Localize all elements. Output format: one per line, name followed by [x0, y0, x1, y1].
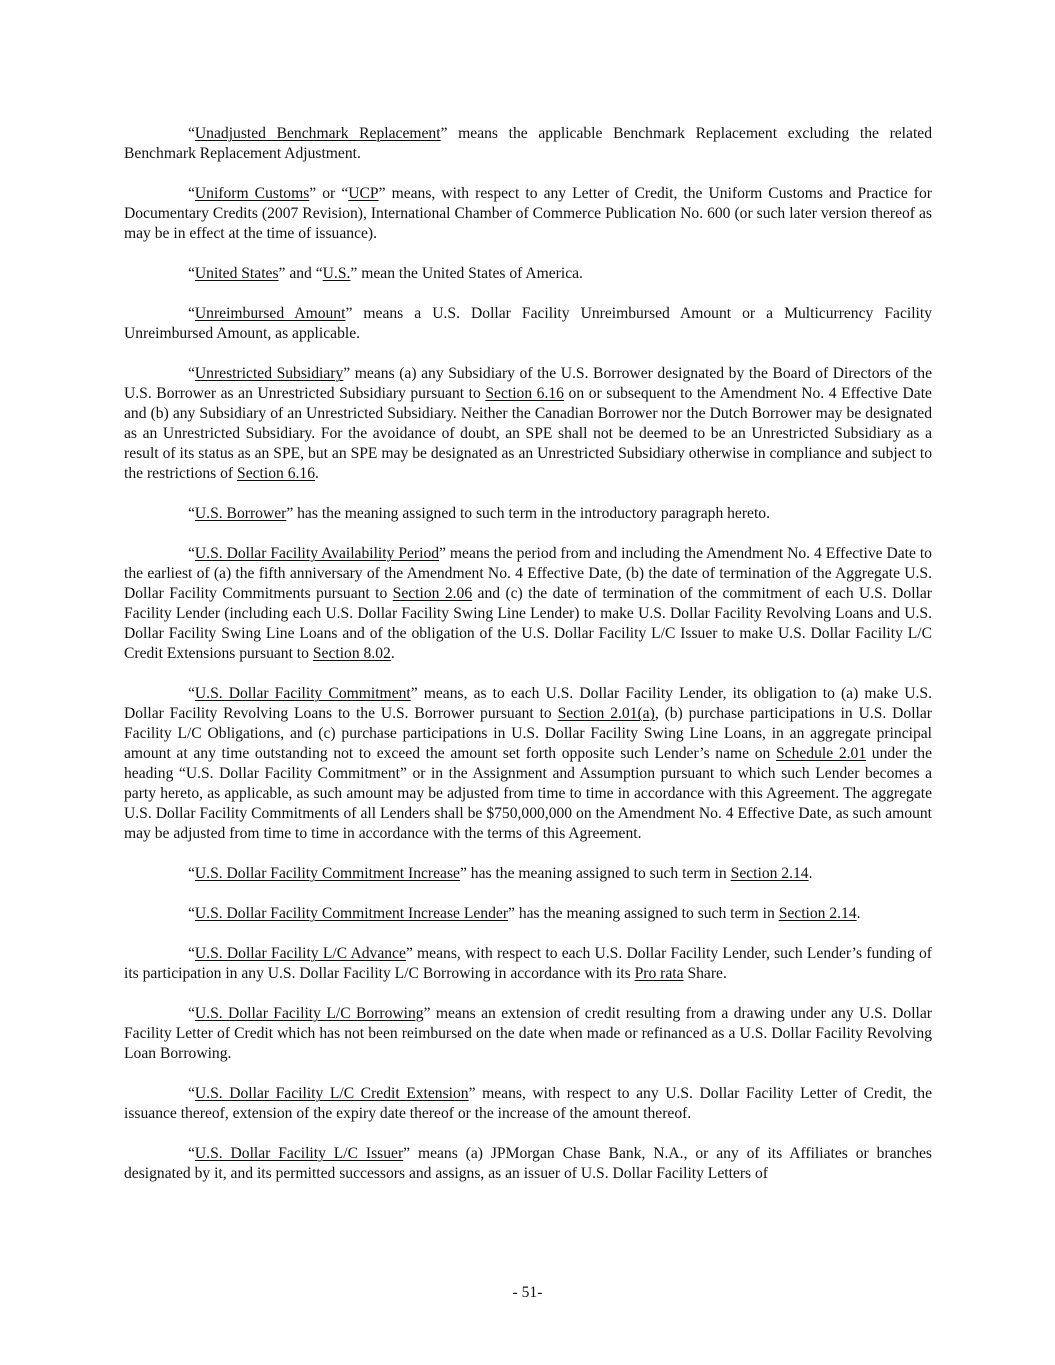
text-run: ” has the meaning assigned to such term in [459, 865, 731, 882]
text-run: . [808, 865, 813, 882]
text-run: ” means (a) any Subsidiary of the U.S. Borrower designated by the Board of Directors of the U.S. Borrower as an Unrestricted Subsidiary pursuant to [124, 365, 932, 402]
text-run: ” means an extension of credit resulting from a drawing under any U.S. Dollar Facility Letter of Credit which has not been reimbursed on the date when made or refinanced as a U.S. Dollar Facility Revolving Loan Borrowing. [124, 1005, 932, 1062]
text-run: “ [188, 545, 195, 562]
cross-reference: Section 2.14 [730, 865, 809, 882]
cross-reference: UCP [348, 185, 379, 202]
definition-paragraph [124, 184, 932, 244]
cross-reference: U.S. [322, 265, 351, 282]
text-run: ” has the meaning assigned to such term in the introductory paragraph hereto. [286, 505, 771, 522]
text-run: “ [188, 305, 195, 322]
cross-reference: Section 2.06 [392, 585, 473, 602]
cross-reference: Section 2.01(a) [557, 705, 655, 722]
text-run: ” mean the United States of America. [350, 265, 583, 282]
text-run: ” means, as to each U.S. Dollar Facility Lender, its obligation to (a) make U.S. Dollar Facility Revolving Loans to the U.S. Borrower pursuant to [124, 685, 932, 722]
definition-paragraph [124, 1004, 932, 1064]
text-run: ” has the meaning assigned to such term in [508, 905, 779, 922]
defined-term: Uniform Customs [194, 185, 310, 202]
text-run: “ [188, 905, 195, 922]
text-run: ” means (a) JPMorgan Chase Bank, N.A., or any of its Affiliates or branches designated by it, and its permitted successors and assigns, as an issuer of U.S. Dollar Facility Letters of [124, 1145, 932, 1182]
text-run: “ [188, 685, 195, 702]
definition-paragraph [124, 264, 932, 284]
defined-term: U.S. Dollar Facility L/C Borrowing [194, 1005, 424, 1022]
definition-paragraph [124, 504, 932, 524]
text-run: “ [188, 1145, 195, 1162]
text-run: “ [188, 265, 195, 282]
definition-paragraph [124, 1084, 932, 1124]
text-run: “ [188, 125, 195, 142]
text-run: “ [188, 865, 195, 882]
defined-term: U.S. Dollar Facility L/C Advance [194, 945, 406, 962]
definition-paragraph [124, 544, 932, 664]
definition-paragraph [124, 1144, 932, 1184]
text-run: ” means, with respect to any U.S. Dollar Facility Letter of Credit, the issuance thereof, extension of the expiry date thereof or the increase of the amount thereof. [124, 1085, 933, 1122]
defined-term: U.S. Dollar Facility Commitment Increase [194, 865, 460, 882]
text-run: ” means, with respect to each U.S. Dollar Facility Lender, such Lender’s funding of its participation in any U.S. Dollar Facility L/C Borrowing in accordance with its [124, 945, 932, 982]
definition-paragraph [124, 944, 932, 984]
defined-term: U.S. Dollar Facility Commitment [194, 685, 411, 702]
text-run: “ [188, 1005, 195, 1022]
text-run: ” and “ [278, 265, 323, 282]
text-run: ” means the applicable Benchmark Replacement excluding the related Benchmark Replacement Adjustment. [124, 125, 932, 162]
text-run: “ [188, 365, 195, 382]
definition-paragraph [124, 364, 932, 484]
defined-term: Unadjusted Benchmark Replacement [194, 125, 441, 142]
text-run: , (b) purchase participations in U.S. Dollar Facility L/C Obligations, and (c) purchase participations in U.S. Dollar Facility Swing Line Loans, in an aggregate principal amount at any time outstanding not to exceed the amount set forth opposite such Lender’s name on [124, 705, 932, 762]
definition-paragraph [124, 904, 932, 924]
defined-term: Unrestricted Subsidiary [194, 365, 344, 382]
text-run: “ [188, 185, 195, 202]
text-run: on or subsequent to the Amendment No. 4 Effective Date and (b) any Subsidiary of an Unrestricted Subsidiary. Neither the Canadian Borrower nor the Dutch Borrower may be designated as an Unrestricted Subsidiary. For the avoidance of doubt, an SPE shall not be deemed to be an Unrestricted Subsidiary as a result of its status as an SPE, but an SPE may be designated as an Unrestricted Subsidiary otherwise in compliance and subject to the restrictions of [124, 385, 932, 482]
text-run: ” means the period from and including the Amendment No. 4 Effective Date to the earliest of (a) the fifth anniversary of the Amendment No. 4 Effective Date, (b) the date of termination of the Aggregate U.S. Dollar Facility Commitments pursuant to [124, 545, 932, 602]
defined-term: U.S. Dollar Facility Commitment Increase Lender [194, 905, 509, 922]
definition-paragraph [124, 864, 932, 884]
defined-term: U.S. Dollar Facility Availability Period [194, 545, 440, 562]
defined-term: United States [194, 265, 279, 282]
text-run: “ [188, 1085, 195, 1102]
cross-reference: Schedule 2.01 [776, 745, 867, 762]
document-body [124, 124, 932, 1204]
definition-paragraph [124, 304, 932, 344]
text-run: Share. [683, 965, 727, 982]
definition-paragraph [124, 124, 932, 164]
defined-term: U.S. Borrower [194, 505, 287, 522]
text-run: . [315, 465, 319, 482]
definition-paragraph [124, 684, 932, 844]
cross-reference: Section 6.16 [237, 465, 315, 482]
page-number: - 51- [512, 1284, 543, 1301]
defined-term: U.S. Dollar Facility L/C Credit Extension [194, 1085, 469, 1102]
text-run: “ [188, 505, 195, 522]
cross-reference: Section 6.16 [485, 385, 564, 402]
cross-reference: Pro rata [634, 965, 684, 982]
text-run: . [390, 645, 395, 662]
text-run: ” means a U.S. Dollar Facility Unreimbursed Amount or a Multicurrency Facility Unreimbursed Amount, as applicable. [124, 305, 933, 342]
text-run: under the heading “U.S. Dollar Facility Commitment” or in the Assignment and Assumption pursuant to which such Lender becomes a party hereto, as applicable, as such amount may be adjusted from time to time in accordance with this Agreement. The aggregate U.S. Dollar Facility Commitments of all Lenders shall be $750,000,000 on the Amendment No. 4 Effective Date, as such amount may be adjusted from time to time in accordance with the terms of this Agreement. [124, 745, 933, 842]
text-run: and (c) the date of termination of the commitment of each U.S. Dollar Facility Lender (including each U.S. Dollar Facility Swing Line Lender) to make U.S. Dollar Facility Revolving Loans and U.S. Dollar Facility Swing Line Loans and of the obligation of the U.S. Dollar Facility L/C Issuer to make U.S. Dollar Facility L/C Credit Extensions pursuant to [124, 585, 932, 662]
cross-reference: Section 2.14 [778, 905, 857, 922]
defined-term: Unreimbursed Amount [194, 305, 346, 322]
text-run: “ [188, 945, 195, 962]
defined-term: U.S. Dollar Facility L/C Issuer [194, 1145, 404, 1162]
text-run: ” means, with respect to any Letter of Credit, the Uniform Customs and Practice for Documentary Credits (2007 Revision), International Chamber of Commerce Publication No. 600 (or such later version thereof as may be in effect at the time of issuance). [124, 185, 932, 242]
text-run: ” or “ [309, 185, 349, 202]
cross-reference: Section 8.02 [312, 645, 391, 662]
text-run: . [856, 905, 861, 922]
